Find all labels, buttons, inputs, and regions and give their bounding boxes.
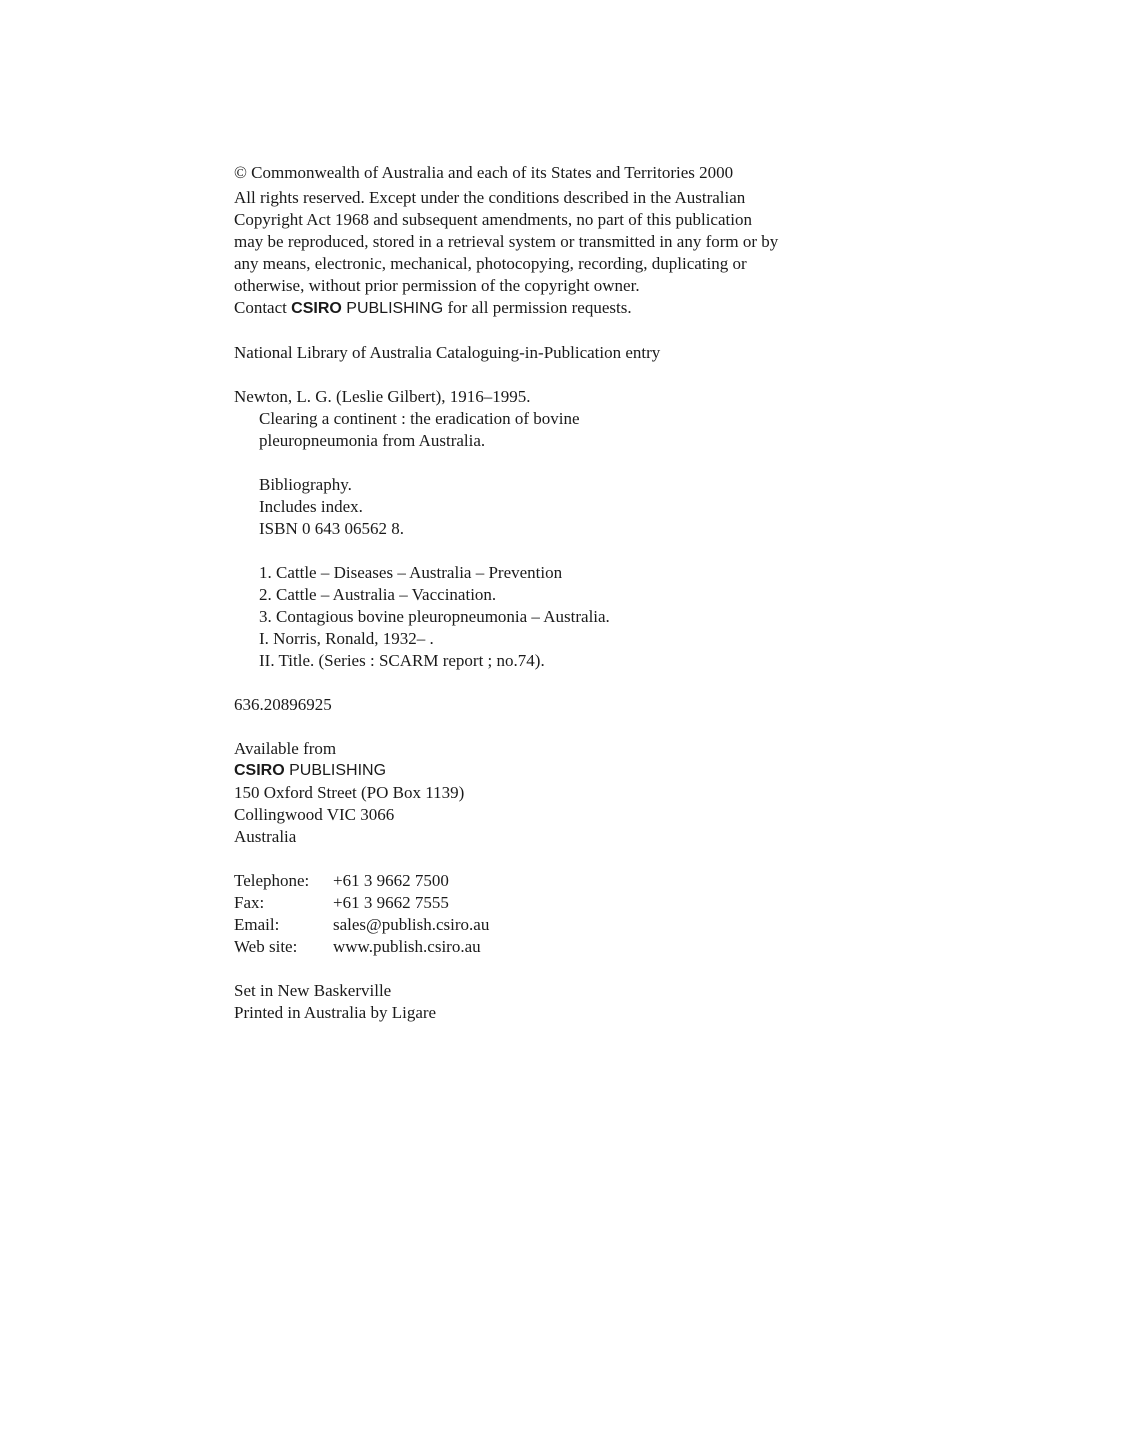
cip-author: Newton, L. G. (Leslie Gilbert), 1916–1995. [234,387,531,406]
publisher-name [291,300,443,317]
cip-subject: I. Norris, Ronald, 1932– . [259,629,434,648]
publisher-name-bold: CSIRO [291,300,342,317]
contact-value: +61 3 9662 7500 [333,871,449,890]
copyright-page [234,162,914,1024]
cip-subject: II. Title. (Series : SCARM report ; no.74). [259,651,545,670]
contact-value: +61 3 9662 7555 [333,893,449,912]
rights-line: otherwise, without prior permission of the copyright owner. [234,276,640,295]
cip-subject: 1. Cattle – Diseases – Australia – Prevention [259,563,563,582]
rights-line: any means, electronic, mechanical, photocopying, recording, duplicating or [234,254,747,273]
cip-isbn: ISBN 0 643 06562 8. [259,519,404,538]
email-address: sales@publish.csiro.au [333,915,490,934]
cip-heading: National Library of Australia Cataloguing-in-Publication entry [234,343,661,362]
contact-label: Fax: [234,893,265,912]
permission-contact-line [234,297,914,320]
address-line: Collingwood VIC 3066 [234,805,395,824]
contact-row [234,936,489,958]
cip-title-line: Clearing a continent : the eradication of bovine [259,409,580,428]
publisher-name-bold: CSIRO [234,762,285,779]
publisher-name [234,760,914,782]
contact-row [234,892,489,914]
cip-note: Includes index. [259,497,363,516]
publisher-name-rest: PUBLISHING [289,762,387,779]
contact-prefix: Contact [234,298,287,317]
cip-note: Bibliography. [259,475,352,494]
contact-suffix: for all permission requests. [447,298,632,317]
typeface-note: Set in New Baskerville [234,981,392,1000]
rights-line: may be reproduced, stored in a retrieval system or transmitted in any form or by [234,232,779,251]
address-line: Australia [234,827,297,846]
contact-row [234,914,489,936]
copyright-notice: © Commonwealth of Australia and each of its States and Territories 2000 [234,163,734,182]
rights-statement [234,187,914,320]
cip-subject: 3. Contagious bovine pleuropneumonia – Australia. [259,607,610,626]
printer-note: Printed in Australia by Ligare [234,1003,437,1022]
rights-line: Copyright Act 1968 and subsequent amendments, no part of this publication [234,210,752,229]
contact-label: Web site: [234,937,298,956]
contact-label: Email: [234,915,280,934]
rights-line: All rights reserved. Except under the conditions described in the Australian [234,188,746,207]
cip-subject: 2. Cattle – Australia – Vaccination. [259,585,497,604]
website-address: www.publish.csiro.au [333,937,481,956]
contact-label: Telephone: [234,871,310,890]
address-line: 150 Oxford Street (PO Box 1139) [234,783,465,802]
cip-classification: 636.20896925 [234,695,332,714]
availability-intro: Available from [234,739,337,758]
cip-title-line: pleuropneumonia from Australia. [259,431,486,450]
contact-details [234,870,489,958]
publisher-name-rest: PUBLISHING [346,300,444,317]
contact-row [234,870,489,892]
